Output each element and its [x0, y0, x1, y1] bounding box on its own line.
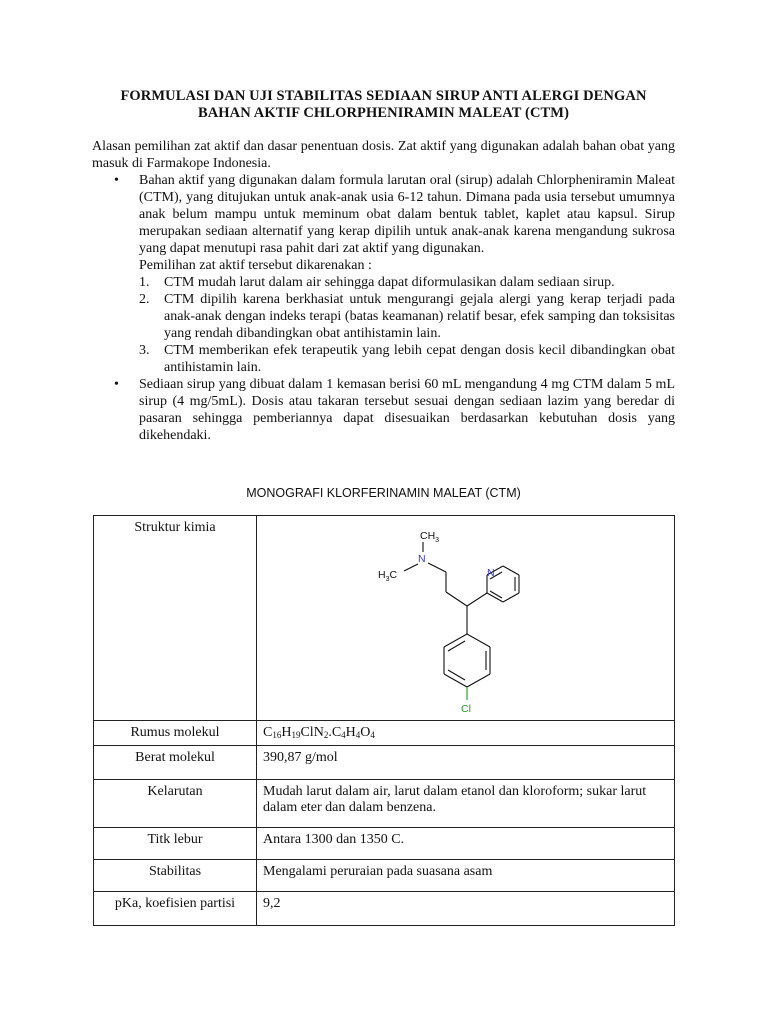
reason-item-2	[92, 291, 675, 342]
table-row	[94, 828, 675, 860]
row-value: Mengalami peruraian pada suasana asam	[257, 860, 675, 892]
bond	[444, 634, 467, 647]
formula-label: Rumus molekul	[94, 721, 257, 746]
table-row	[94, 746, 675, 780]
bullet-2-text: Sediaan sirup yang dibuat dalam 1 kemasan berisi 60 mL mengandung 4 mg CTM dalam 5 mL sirup (4 mg/5mL). Dosis atau takaran tersebut sesuai dengan sediaan lazim yang beredar di pasaran sehingga pemberiannya dapat disesuaikan berdasarkan kebutuhan dosis yang dikehendaki.	[139, 377, 675, 443]
monograph-title: MONOGRAFI KLORFERINAMIN MALEAT (CTM)	[246, 486, 521, 500]
document-title	[92, 88, 675, 122]
bond	[444, 674, 467, 687]
bullet-item-1	[92, 172, 675, 257]
structure-bonds	[404, 542, 519, 700]
table-row	[94, 516, 675, 721]
atom-text: H	[378, 569, 386, 581]
table-row	[94, 892, 675, 926]
atom-text: CH	[420, 530, 436, 542]
bullet-item-2	[92, 376, 675, 444]
bond	[503, 566, 519, 575]
bond	[503, 593, 519, 602]
bond	[467, 674, 490, 687]
atom-label-ch3	[420, 530, 439, 544]
reason-item-3	[92, 342, 675, 376]
bond-double	[490, 591, 502, 598]
atom-label-h3c	[378, 569, 398, 583]
row-value: Mudah larut dalam air, larut dalam etanol dan kloroform; sukar larut dalam eter dan dalam benzena.	[257, 780, 675, 828]
reason-item-1	[92, 274, 675, 291]
reason-number: 2.	[139, 292, 150, 307]
bullet-1-text: Bahan aktif yang digunakan dalam formula larutan oral (sirup) adalah Chlorpheniramin Maleat (CTM), yang ditujukan untuk anak-anak usia 6-12 tahun. Dimana pada usia tersebut umumnya anak belum mampu untuk meminum obat dalam bentuk tablet, kaplet atau kapsul. Sirup merupakan sediaan alternatif yang kerap dipilih untuk anak-anak karena mengandung sukrosa yang dapat menutupi rasa pahit dari zat aktif yang digunakan.	[139, 173, 675, 256]
bond	[467, 634, 490, 647]
reason-text: CTM memberikan efek terapeutik yang lebih cepat dengan dosis kecil dibandingkan obat antihistamin lain.	[164, 343, 675, 375]
reason-list	[92, 274, 675, 376]
row-value: 390,87 g/mol	[257, 746, 675, 780]
row-label: Titk lebur	[94, 828, 257, 860]
atom-label-cl: Cl	[461, 703, 471, 715]
reason-text: CTM dipilih karena berkhasiat untuk mengurangi gejala alergi yang kerap terjadi pada anak-anak dengan indeks terapi (batas keamanan) relatif besar, efek samping dan toksisitas yang rendah dibandingkan obat antihistamin lain.	[164, 292, 675, 341]
row-label: pKa, koefisien partisi	[94, 892, 257, 926]
formula-subscript: 4	[355, 730, 361, 740]
reason-number: 3.	[139, 343, 150, 358]
formula-subscript: 4	[370, 730, 375, 740]
bullet-icon: •	[114, 377, 119, 392]
monograph-table	[93, 515, 675, 926]
intro-paragraph: Alasan pemilihan zat aktif dan dasar penentuan dosis. Zat aktif yang digunakan adalah bahan obat yang masuk di Farmakope Indonesia.	[92, 139, 675, 171]
title-line-2: BAHAN AKTIF CHLORPHENIRAMIN MALEAT (CTM)	[197, 105, 570, 121]
bond-double	[448, 670, 465, 680]
bond	[428, 563, 446, 572]
atom-text: C	[389, 569, 398, 581]
atom-subscript: 3	[385, 576, 390, 583]
formula-part: .C	[328, 725, 342, 740]
formula-part: H	[345, 725, 356, 740]
structure-cell	[257, 516, 675, 721]
formula-subscript: 16	[272, 730, 282, 740]
bond	[446, 592, 467, 606]
atom-subscript: 3	[435, 537, 440, 544]
bond-double	[448, 641, 465, 651]
bullet-list	[92, 172, 675, 444]
formula-subscript: 2	[323, 730, 329, 740]
table-row	[94, 860, 675, 892]
table-row	[94, 780, 675, 828]
row-value: Antara 1300 dan 1350 C.	[257, 828, 675, 860]
bond	[467, 593, 487, 606]
row-value: 9,2	[257, 892, 675, 926]
formula-part: H	[281, 725, 292, 740]
formula-part: O	[360, 725, 371, 740]
formula-part: C	[263, 725, 273, 740]
bullet-icon: •	[114, 173, 119, 188]
reason-intro: Pemilihan zat aktif tersebut dikarenakan :	[139, 258, 372, 273]
row-label: Kelarutan	[94, 780, 257, 828]
formula-subscript: 4	[341, 730, 346, 740]
table-row	[94, 721, 675, 746]
atom-label-pyridine-n: N	[487, 567, 495, 579]
formula-value	[257, 721, 675, 746]
chemical-structure-diagram	[257, 516, 673, 720]
structure-label: Struktur kimia	[94, 516, 257, 721]
atom-label-n: N	[418, 553, 426, 565]
bond	[404, 564, 418, 571]
formula-subscript: 19	[291, 730, 301, 740]
formula-part: ClN	[300, 725, 324, 740]
title-line-1: FORMULASI DAN UJI STABILITAS SEDIAAN SIRUP ANTI ALERGI DENGAN	[120, 88, 647, 104]
reason-text: CTM mudah larut dalam air sehingga dapat diformulasikan dalam sediaan sirup.	[164, 275, 615, 290]
row-label: Berat molekul	[94, 746, 257, 780]
reason-number: 1.	[139, 275, 150, 290]
row-label: Stabilitas	[94, 860, 257, 892]
